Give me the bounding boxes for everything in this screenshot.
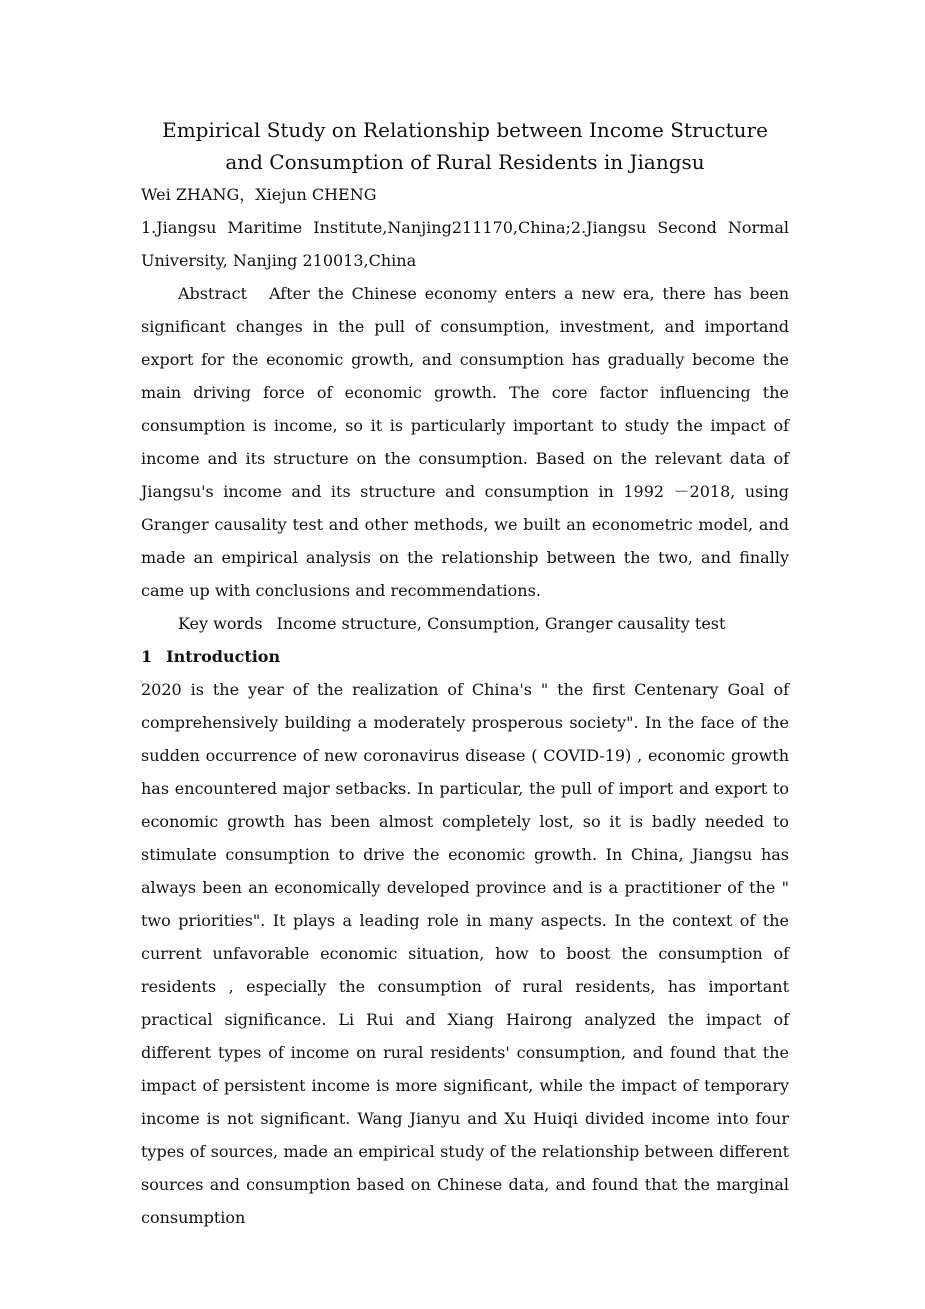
keywords-text: Income structure, Consumption, Granger causality test <box>276 614 726 633</box>
introduction-paragraph: 2020 is the year of the realization of China's " the first Centenary Goal of comprehensively building a moderately prosperous society". In the face of the sudden occurrence of new coronavirus disease ( COVID-19) , economic growth has encountered major setbacks. In particular, the pull of import and export to economic growth has been almost completely lost, so it is badly needed to stimulate consumption to drive the economic growth. In China, Jiangsu has always been an economically developed province and is a practitioner of the " two priorities". It plays a leading role in many aspects. In the context of the current unfavorable economic situation, how to boost the consumption of residents , especially the consumption of rural residents, has important practical significance. Li Rui and Xiang Hairong analyzed the impact of different types of income on rural residents' consumption, and found that the impact of persistent income is more significant, while the impact of temporary income is not significant. Wang Jianyu and Xu Huiqi divided income into four types of sources, made an empirical study of the relationship between different sources and consumption based on Chinese data, and found that the marginal consumption <box>141 680 789 1227</box>
keywords-label: Key words <box>178 614 263 633</box>
paper-page <box>141 114 789 1234</box>
author-list: Wei ZHANG，Xiejun CHENG <box>141 185 377 204</box>
paper-title: Empirical Study on Relationship between Income Structure and Consumption of Rural Residents in Jiangsu <box>162 118 768 174</box>
abstract <box>141 277 789 607</box>
affiliations: 1.Jiangsu Maritime Institute,Nanjing211170,China;2.Jiangsu Second Normal University, Nanjing 210013,China <box>141 218 789 270</box>
abstract-text: After the Chinese economy enters a new era, there has been significant changes in the pull of consumption, investment, and importand export for the economic growth, and consumption has gradually become the main driving force of economic growth. The core factor influencing the consumption is income, so it is particularly important to study the impact of income and its structure on the consumption. Based on the relevant data of Jiangsu's income and its structure and consumption in 1992 －2018, using Granger causality test and other methods, we built an econometric model, and made an empirical analysis on the relationship between the two, and finally came up with conclusions and recommendations. <box>141 284 789 600</box>
section-number: 1 <box>141 647 153 666</box>
section-heading-introduction <box>141 640 789 673</box>
section-title: Introduction <box>166 647 281 666</box>
keywords <box>141 607 789 640</box>
abstract-label: Abstract <box>178 284 248 303</box>
